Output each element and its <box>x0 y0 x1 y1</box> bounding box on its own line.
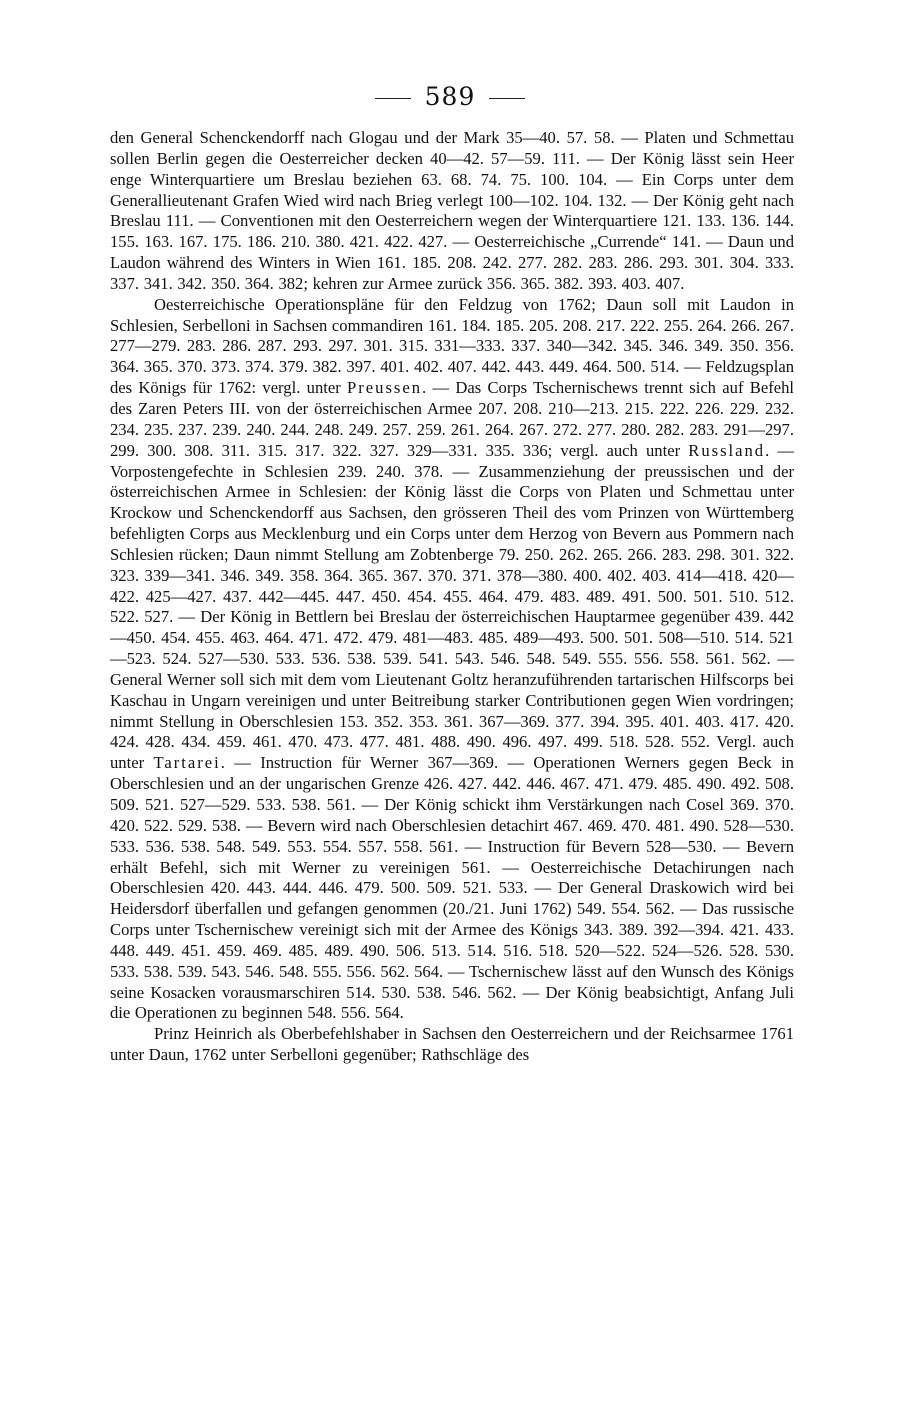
text-segment: Oesterreichische Operationspläne für den Feldzug von 1762; Daun soll mit Laudon in Schlesien, Serbelloni in Sachsen commandiren 161. 184. 185. 205. 208. 217. 222. 255. 264. 266. 267. 277—279. 283. 286. 287. 293. 297. 301. 315. 331—333. 337. 340—342. 345. 346. 349. 350. 356. 364. 365. 370. 373. 374. 379. 382. 397. 401. 402. 407. 442. 443. 449. 464. 500. 514. — Feldzugsplan des Königs für 1762: vergl. unter <box>110 294 794 398</box>
cross-reference: Preussen <box>347 378 423 398</box>
text-segment: . — Das Corps Tschernischews trennt sich auf Befehl des Zaren Peters III. von der österreichischen Armee 207. 208. 210—213. 215. 222. 226. 229. 232. 234. 235. 237. 239. 240. 244. 248. 249. 257. 259. 261. 264. 267. 272. 277. 280. 282. 283. 291—297. 299. 300. 308. 311. 315. 317. 322. 327. 329—331. 335. 336; vergl. auch unter <box>110 378 794 460</box>
paragraph-continuation <box>110 128 794 295</box>
text-segment: . — Vorpostengefechte in Schlesien 239. 240. 378. — Zusammenziehung der preussischen und der österreichischen Armee in Schlesien: der König lässt die Corps von Platen und Schmettau unter Krockow und Schenckendorff aus Sachsen, den grösseren Theil des vom Prinzen von Württemberg befehligten Corps aus Mecklenburg und ein Corps unter dem Herzog von Bevern aus Pommern nach Schlesien rücken; Daun nimmt Stellung am Zobtenberge 79. 250. 262. 265. 266. 283. 298. 301. 322. 323. 339—341. 346. 349. 358. 364. 365. 367. 370. 371. 378—380. 400. 402. 403. 414—418. 420—422. 425—427. 437. 442—445. 447. 450. 454. 455. 464. 479. 483. 489. 491. 500. 501. 510. 512. 522. 527. — Der König in Bettlern bei Breslau der österreichischen Hauptarmee gegenüber 439. 442—450. 454. 455. 463. 464. 471. 472. 479. 481—483. 485. 489—493. 500. 501. 508—510. 514. 521—523. 524. 527—530. 533. 536. 538. 539. 541. 543. 546. 548. 549. 555. 556. 558. 561. 562. — General Werner soll sich mit dem vom Lieutenant Goltz heranzuführenden tartarischen Hilfscorps bei Kaschau in Ungarn vereinigen und unter Beitreibung starker Contributionen gegen Wien vordringen; nimmt Stellung in Oberschlesien 153. 352. 353. 361. 367—369. 377. 394. 395. 401. 403. 417. 420. 424. 428. 434. 459. 461. 470. 473. 477. 481. 488. 490. 496. 497. 499. 518. 528. 552. Vergl. auch unter <box>110 440 795 773</box>
text-segment: Prinz Heinrich als Oberbefehlshaber in Sachsen den Oesterreichern und der Reichsarmee 1761 unter Daun, 1762 unter Serbelloni gegenüber; Rathschläge des <box>110 1024 794 1065</box>
cross-reference: Russland <box>688 440 766 460</box>
page-number: 589 <box>424 82 476 111</box>
text-segment: . — Instruction für Werner 367—369. — Operationen Werners gegen Beck in Oberschlesien und an der ungarischen Grenze 426. 427. 442. 446. 467. 471. 479. 485. 490. 492. 508. 509. 521. 527—529. 533. 538. 561. — Der König schickt ihm Verstärkungen nach Cosel 369. 370. 420. 522. 529. 538. — Bevern wird nach Oberschlesien detachirt 467. 469. 470. 481. 490. 528—530. 533. 536. 538. 548. 549. 553. 554. 557. 558. 561. — Instruction für Bevern 528—530. — Bevern erhält Befehl, sich mit Werner zu vereinigen 561. — Oesterreichische Detachirungen nach Oberschlesien 420. 443. 444. 446. 479. 500. 509. 521. 533. — Der General Draskowich wird bei Heidersdorf überfallen und gefangen genommen (20./21. Juni 1762) 549. 554. 562. — Das russische Corps unter Tschernischew vereinigt sich mit der Armee des Königs 343. 389. 392—394. 421. 433. 448. 449. 451. 459. 469. 485. 489. 490. 506. 513. 514. 516. 518. 520—522. 524—526. 528. 530. 533. 538. 539. 543. 546. 548. 555. 556. 562. 564. — Tschernischew lässt auf den Wunsch des Königs seine Kosacken vorausmarschiren 514. 530. 538. 546. 562. — Der König beabsichtigt, Anfang Juli die Operationen zu beginnen 548. 556. 564. <box>110 753 794 1023</box>
header-rule-left <box>375 98 411 99</box>
body-text <box>110 128 794 1066</box>
paragraph-operationsplaene <box>110 295 794 1025</box>
page-header <box>0 82 900 112</box>
text-segment: den General Schenckendorff nach Glogau und der Mark 35—40. 57. 58. — Platen und Schmettau sollen Berlin gegen die Oesterreicher decken 40—42. 57—59. 111. — Der König lässt sein Heer enge Winterquartiere um Breslau beziehen 63. 68. 74. 75. 100. 104. — Ein Corps unter dem Generallieutenant Grafen Wied wird nach Brieg verlegt 100—102. 104. 132. — Der König geht nach Breslau 111. — Conventionen mit den Oesterreichern wegen der Winterquartiere 121. 133. 136. 144. 155. 163. 167. 175. 186. 210. 380. 421. 422. 427. — Oesterreichische „Currende“ 141. — Daun und Laudon während des Winters in Wien 161. 185. 208. 242. 277. 282. 283. 286. 293. 301. 304. 333. 337. 341. 342. 350. 364. 382; kehren zur Armee zurück 356. 365. 382. 393. 403. 407. <box>110 128 794 293</box>
paragraph-prinz-heinrich <box>110 1024 794 1066</box>
cross-reference: Tartarei <box>153 753 221 773</box>
header-rule-right <box>489 98 525 99</box>
